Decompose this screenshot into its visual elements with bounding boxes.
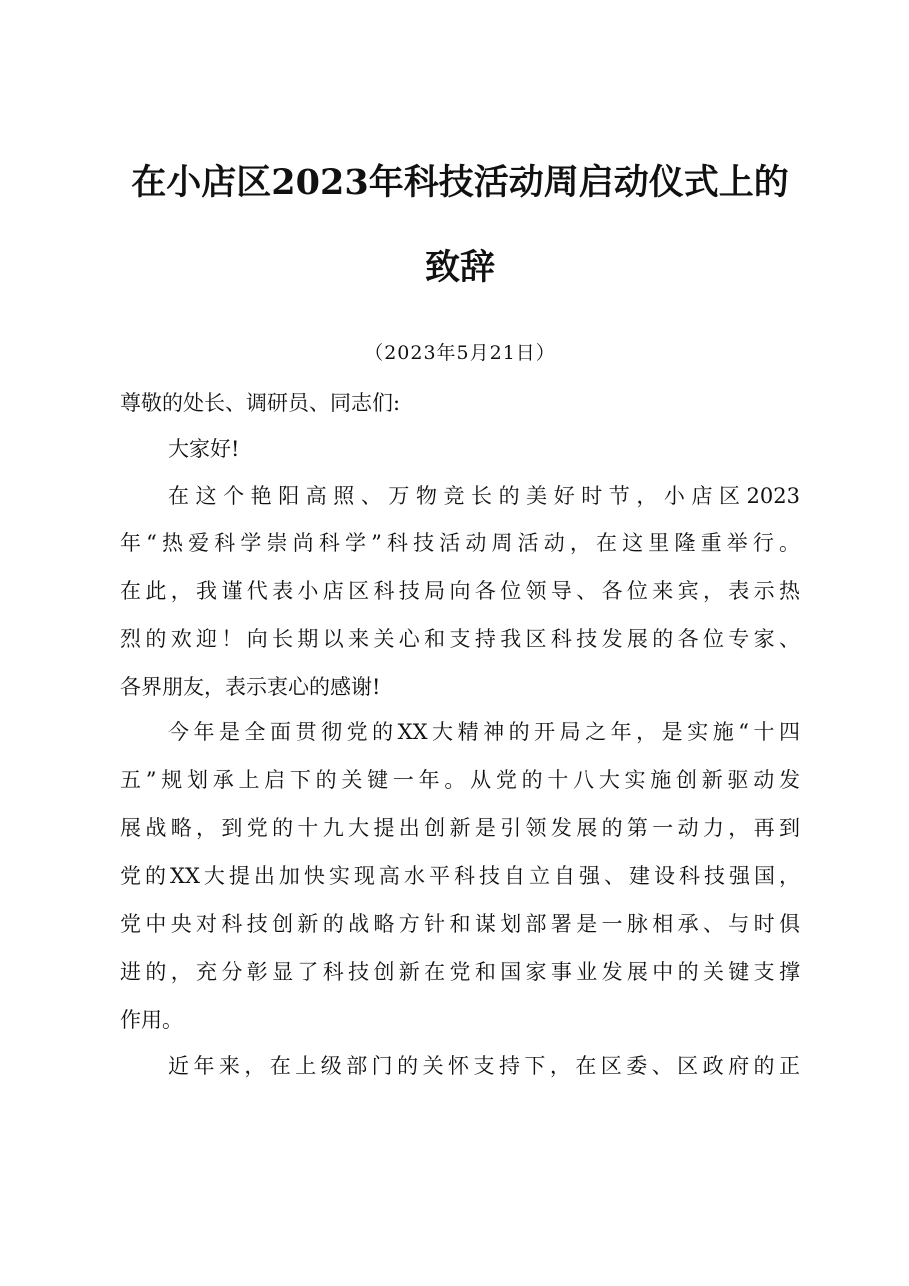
paragraph-1-line-2: 年“热爱科学崇尚科学”科技活动周活动，在这里隆重举行。 (120, 531, 800, 555)
speech-title-line-1: 在小店区2023年科技活动周启动仪式上的 (131, 162, 789, 203)
paragraph-1-line-3: 在此，我谨代表小店区科技局向各位领导、各位来宾，表示热 (120, 579, 800, 603)
paragraph-1-line-5: 各界朋友，表示衷心的感谢! (120, 675, 381, 699)
greeting: 大家好! (168, 437, 240, 461)
paragraph-3-line-1: 近年来，在上级部门的关怀支持下，在区委、区政府的正 (168, 1054, 800, 1078)
paragraph-2-line-4: 党的XX大提出加快实现高水平科技自立自强、建设科技强国， (120, 864, 800, 888)
paragraph-2-line-6: 进的，充分彰显了科技创新在党和国家事业发展中的关键支撑 (120, 960, 800, 984)
paragraph-2-line-1: 今年是全面贯彻党的XX大精神的开局之年，是实施“十四 (168, 720, 800, 744)
paragraph-2-line-5: 党中央对科技创新的战略方针和谋划部署是一脉相承、与时俱 (120, 912, 800, 936)
paragraph-1-line-1: 在这个艳阳高照、万物竞长的美好时节，小店区2023 (168, 484, 800, 508)
paragraph-2-line-3: 展战略，到党的十九大提出创新是引领发展的第一动力，再到 (120, 816, 800, 840)
salutation: 尊敬的处长、调研员、同志们: (120, 391, 401, 415)
paragraph-2-line-7: 作用。 (120, 1008, 183, 1032)
paragraph-2-line-2: 五”规划承上启下的关键一年。从党的十八大实施创新驱动发 (120, 768, 800, 792)
speech-title-line-2: 致辞 (424, 247, 495, 288)
speech-date: （2023年5月21日） (364, 342, 556, 364)
paragraph-1-line-4: 烈的欢迎！向长期以来关心和支持我区科技发展的各位专家、 (120, 627, 800, 651)
